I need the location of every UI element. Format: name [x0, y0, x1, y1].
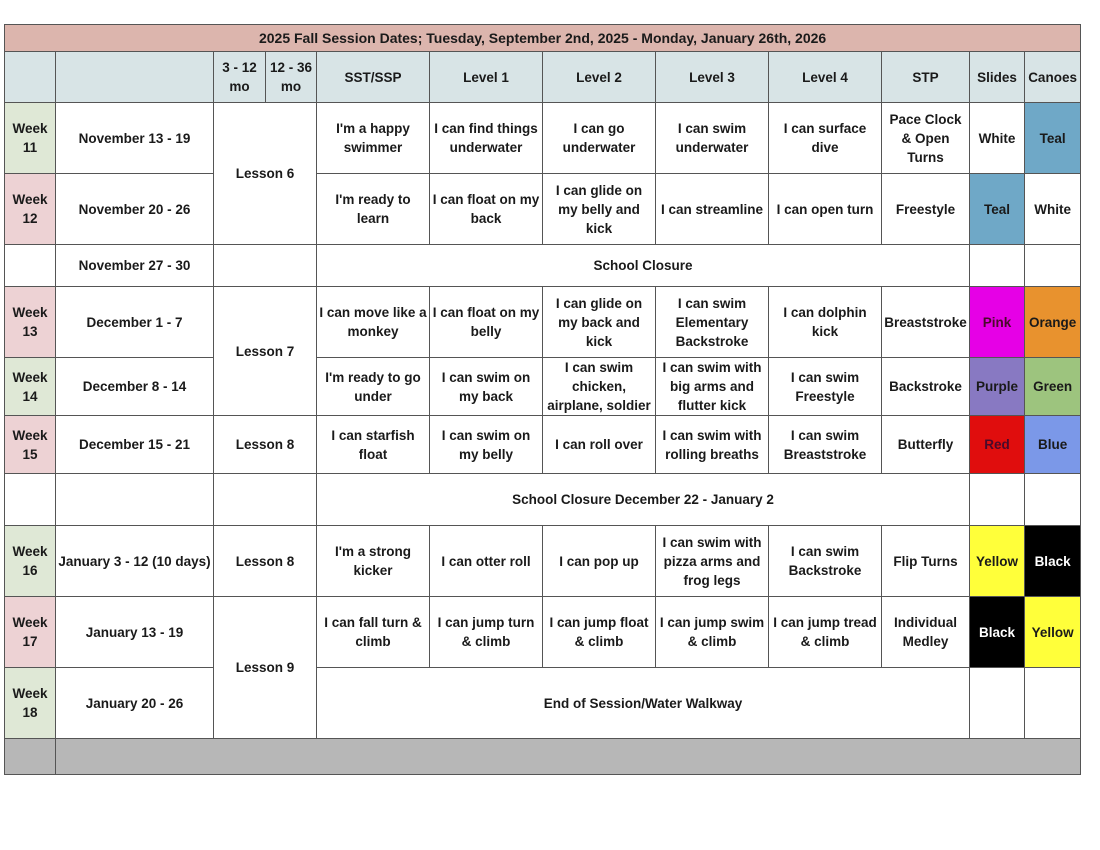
canoes-color	[1025, 668, 1081, 739]
level-3-skill: I can swim Elementary Backstroke	[656, 287, 769, 358]
table-row	[5, 474, 1081, 526]
level-1-header: Level 1	[430, 52, 543, 103]
slides-color: Yellow	[970, 526, 1025, 597]
closure-label: School Closure	[317, 245, 970, 287]
date-range: November 20 - 26	[56, 174, 214, 245]
level-1-skill: I can find things underwater	[430, 103, 543, 174]
sst-skill: I can move like a monkey	[317, 287, 430, 358]
week-label: Week 13	[5, 287, 56, 358]
level-1-skill: I can swim on my back	[430, 358, 543, 416]
level-3-skill: I can swim underwater	[656, 103, 769, 174]
stp-skill: Backstroke	[882, 358, 970, 416]
date-range: January 3 - 12 (10 days)	[56, 526, 214, 597]
canoes-color: White	[1025, 174, 1081, 245]
age-12-36-header: 12 - 36 mo	[266, 52, 317, 103]
date-range	[56, 474, 214, 526]
stp-skill: Individual Medley	[882, 597, 970, 668]
level-2-skill: I can jump float & climb	[543, 597, 656, 668]
level-4-skill: I can open turn	[769, 174, 882, 245]
level-2-header: Level 2	[543, 52, 656, 103]
canoes-color	[1025, 474, 1081, 526]
footer-cell	[5, 739, 56, 775]
stp-skill: Flip Turns	[882, 526, 970, 597]
week-label: Week 14	[5, 358, 56, 416]
lesson-label	[214, 474, 317, 526]
canoes-color: Blue	[1025, 416, 1081, 474]
table-row	[5, 287, 1081, 358]
canoes-color: Orange	[1025, 287, 1081, 358]
level-4-skill: I can swim Breaststroke	[769, 416, 882, 474]
sst-header: SST/SSP	[317, 52, 430, 103]
level-2-skill: I can pop up	[543, 526, 656, 597]
slides-color	[970, 474, 1025, 526]
slides-color: Red	[970, 416, 1025, 474]
week-label: Week 16	[5, 526, 56, 597]
level-1-skill: I can float on my back	[430, 174, 543, 245]
date-range: December 1 - 7	[56, 287, 214, 358]
level-1-skill: I can float on my belly	[430, 287, 543, 358]
level-3-skill: I can swim with pizza arms and frog legs	[656, 526, 769, 597]
lesson-label: Lesson 8	[214, 526, 317, 597]
week-label: Week 12	[5, 174, 56, 245]
week-label: Week 17	[5, 597, 56, 668]
level-3-skill: I can streamline	[656, 174, 769, 245]
week-header	[5, 52, 56, 103]
lesson-label	[214, 245, 317, 287]
table-row	[5, 245, 1081, 287]
table-row	[5, 668, 1081, 739]
dates-header	[56, 52, 214, 103]
stp-skill: Butterfly	[882, 416, 970, 474]
level-4-skill: I can swim Backstroke	[769, 526, 882, 597]
date-range: December 15 - 21	[56, 416, 214, 474]
level-4-skill: I can dolphin kick	[769, 287, 882, 358]
age-3-12-header: 3 - 12 mo	[214, 52, 266, 103]
table-row	[5, 174, 1081, 245]
week-label: Week 18	[5, 668, 56, 739]
slides-color: Black	[970, 597, 1025, 668]
sst-skill: I'm ready to learn	[317, 174, 430, 245]
date-range: January 20 - 26	[56, 668, 214, 739]
level-1-skill: I can otter roll	[430, 526, 543, 597]
slides-header: Slides	[970, 52, 1025, 103]
slides-color: White	[970, 103, 1025, 174]
level-3-skill: I can swim with big arms and flutter kick	[656, 358, 769, 416]
week-label	[5, 474, 56, 526]
sst-skill: I can fall turn & climb	[317, 597, 430, 668]
slides-color: Pink	[970, 287, 1025, 358]
canoes-color: Yellow	[1025, 597, 1081, 668]
canoes-header: Canoes	[1025, 52, 1081, 103]
date-range: January 13 - 19	[56, 597, 214, 668]
lesson-label: Lesson 7	[214, 287, 317, 416]
canoes-color	[1025, 245, 1081, 287]
canoes-color: Black	[1025, 526, 1081, 597]
level-4-skill: I can jump tread & climb	[769, 597, 882, 668]
level-4-header: Level 4	[769, 52, 882, 103]
level-1-skill: I can jump turn & climb	[430, 597, 543, 668]
table-row	[5, 358, 1081, 416]
footer-cell	[56, 739, 1081, 775]
stp-header: STP	[882, 52, 970, 103]
level-2-skill: I can roll over	[543, 416, 656, 474]
level-2-skill: I can go underwater	[543, 103, 656, 174]
sst-skill: I'm ready to go under	[317, 358, 430, 416]
date-range: December 8 - 14	[56, 358, 214, 416]
date-range: November 13 - 19	[56, 103, 214, 174]
level-3-skill: I can jump swim & climb	[656, 597, 769, 668]
level-4-skill: I can surface dive	[769, 103, 882, 174]
table-row	[5, 103, 1081, 174]
level-4-skill: I can swim Freestyle	[769, 358, 882, 416]
session-title: 2025 Fall Session Dates; Tuesday, September 2nd, 2025 - Monday, January 26th, 2026	[5, 25, 1081, 52]
level-3-header: Level 3	[656, 52, 769, 103]
lesson-label: Lesson 9	[214, 597, 317, 739]
week-label	[5, 245, 56, 287]
lesson-label: Lesson 6	[214, 103, 317, 245]
sst-skill: I'm a strong kicker	[317, 526, 430, 597]
table-row	[5, 416, 1081, 474]
table-row	[5, 526, 1081, 597]
closure-label: End of Session/Water Walkway	[317, 668, 970, 739]
closure-label: School Closure December 22 - January 2	[317, 474, 970, 526]
level-2-skill: I can glide on my back and kick	[543, 287, 656, 358]
level-3-skill: I can swim with rolling breaths	[656, 416, 769, 474]
table-row	[5, 597, 1081, 668]
slides-color	[970, 245, 1025, 287]
slides-color: Purple	[970, 358, 1025, 416]
stp-skill: Breaststroke	[882, 287, 970, 358]
sst-skill: I can starfish float	[317, 416, 430, 474]
stp-skill: Pace Clock & Open Turns	[882, 103, 970, 174]
footer-row	[5, 739, 1081, 775]
level-2-skill: I can swim chicken, airplane, soldier	[543, 358, 656, 416]
canoes-color: Green	[1025, 358, 1081, 416]
slides-color	[970, 668, 1025, 739]
lesson-label: Lesson 8	[214, 416, 317, 474]
week-label: Week 11	[5, 103, 56, 174]
stp-skill: Freestyle	[882, 174, 970, 245]
session-schedule-table	[4, 24, 1081, 775]
date-range: November 27 - 30	[56, 245, 214, 287]
week-label: Week 15	[5, 416, 56, 474]
level-1-skill: I can swim on my belly	[430, 416, 543, 474]
slides-color: Teal	[970, 174, 1025, 245]
canoes-color: Teal	[1025, 103, 1081, 174]
level-2-skill: I can glide on my belly and kick	[543, 174, 656, 245]
sst-skill: I'm a happy swimmer	[317, 103, 430, 174]
